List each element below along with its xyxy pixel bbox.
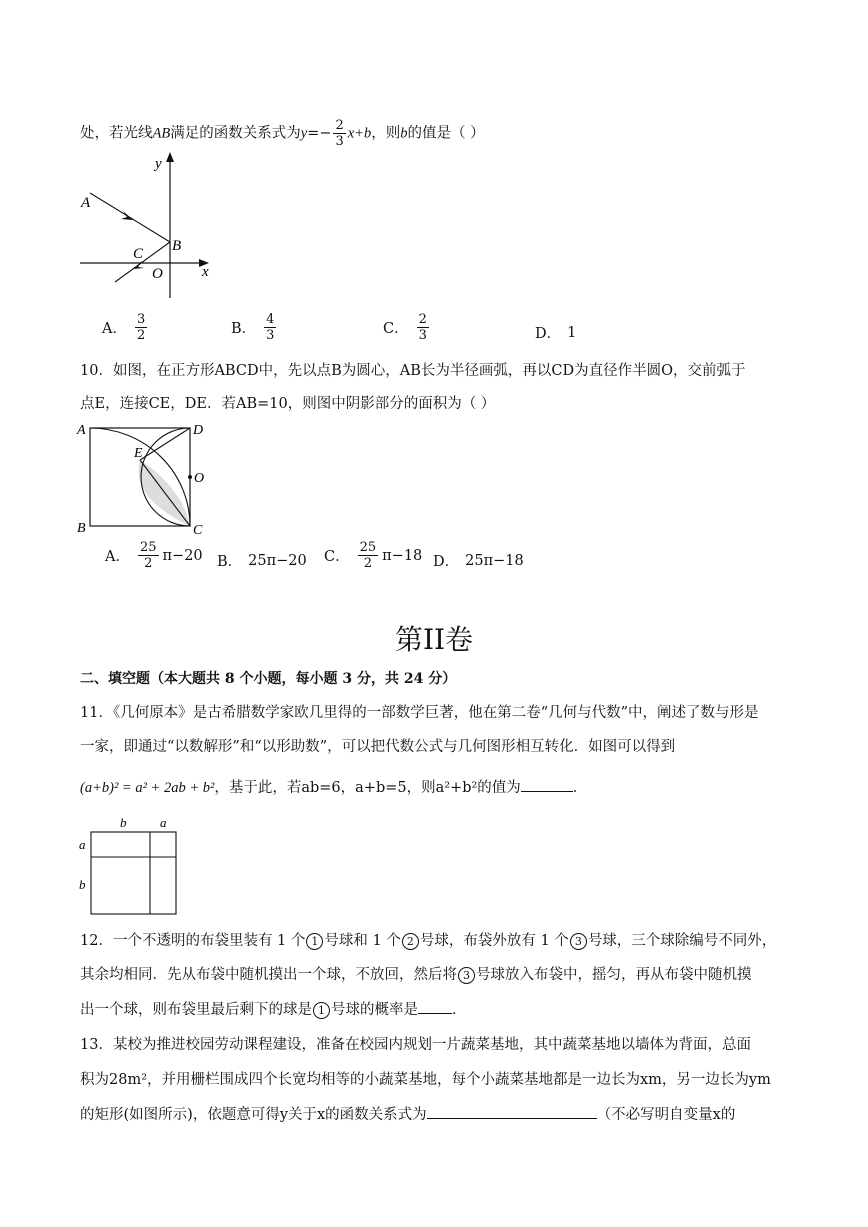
q11-line3 bbox=[80, 777, 587, 798]
q12-line1 bbox=[80, 931, 776, 951]
q12-line1-a: 12．一个不透明的布袋里装有 1 个 bbox=[80, 933, 306, 949]
q13-line3 bbox=[80, 1104, 735, 1125]
option-label: C． bbox=[324, 549, 350, 565]
q13-line1: 13．某校为推进校园劳动课程建设，准备在校园内规划一片蔬菜基地，其中蔬菜基地以墙体为背面，总面 bbox=[80, 1037, 751, 1053]
q9-option-b[interactable] bbox=[231, 312, 278, 343]
frac-den: 2 bbox=[363, 556, 373, 571]
frac-num: 3 bbox=[136, 312, 146, 327]
q9-option-c[interactable] bbox=[383, 312, 431, 343]
q11-answer-blank[interactable] bbox=[521, 777, 573, 792]
q12-line1-c: 号球，布袋外放有 1 个 bbox=[419, 933, 569, 949]
label-o: O bbox=[152, 266, 163, 282]
q13-line3-b: （不必写明自变量x的 bbox=[596, 1107, 736, 1123]
q12-line2-b: 号球放入布袋中，摇匀，再从布袋中随机摸 bbox=[476, 967, 752, 983]
point-o bbox=[188, 475, 192, 479]
circled-number: 3 bbox=[458, 967, 475, 984]
q12-line1-b: 号球和 1 个 bbox=[324, 933, 401, 949]
q12-line2-a: 其余均相同．先从布袋中随机摸出一个球，不放回，然后将 bbox=[80, 967, 457, 983]
frac-den: 3 bbox=[418, 328, 427, 343]
q10-figure bbox=[74, 418, 214, 540]
big-square bbox=[91, 832, 176, 914]
option-label: A． bbox=[102, 321, 127, 337]
option-tail: π−20 bbox=[162, 547, 203, 564]
option-label: D． bbox=[535, 326, 562, 342]
q9-stem-post1: ，则 bbox=[371, 125, 401, 142]
q9-stem bbox=[80, 118, 485, 149]
label-c: C bbox=[193, 523, 203, 538]
q12-line3-a: 出一个球，则布袋里最后剩下的球是 bbox=[80, 1002, 312, 1018]
option-label: D． bbox=[433, 554, 460, 570]
q9-frac-den: 3 bbox=[335, 134, 344, 149]
label-y: y bbox=[155, 156, 162, 172]
q9-stem-mid: 满足的函数关系式为 bbox=[170, 125, 301, 142]
label-top-a: a bbox=[160, 815, 167, 830]
q9-option-a[interactable] bbox=[102, 312, 149, 343]
option-tail: π−18 bbox=[382, 547, 423, 564]
section-title: 二、填空题（本大题共 8 个小题，每小题 3 分，共 24 分） bbox=[80, 671, 457, 687]
option-fraction bbox=[135, 312, 147, 343]
option-text: 25π−20 bbox=[248, 552, 307, 569]
q10-option-b[interactable] bbox=[217, 550, 307, 571]
q11-line2: 一家，即通过“以数解形”和“以形助数”，可以把代数公式与几何图形相互转化．如图可以得到 bbox=[80, 739, 676, 755]
circled-number: 3 bbox=[570, 933, 587, 950]
q12-line1-d: 号球，三个球除编号不同外， bbox=[587, 933, 777, 949]
frac-num: 25 bbox=[139, 540, 157, 555]
label-top-b: b bbox=[120, 815, 127, 830]
option-text: 1 bbox=[567, 324, 577, 341]
frac-num: 2 bbox=[418, 312, 427, 327]
q10-option-a[interactable] bbox=[105, 540, 203, 571]
q10-option-c[interactable] bbox=[324, 540, 422, 571]
q9-fraction bbox=[333, 118, 345, 149]
q11-formula: (a+b)² = a² + 2ab + b² bbox=[80, 780, 215, 796]
label-x: x bbox=[202, 264, 209, 280]
q9-stem-pre: 处，若光线 bbox=[80, 125, 153, 142]
q10-line1: 10．如图，在正方形ABCD中，先以点B为圆心，AB长为半径画弧，再以CD为直径作半圆O，交前弧于 bbox=[80, 363, 746, 379]
frac-den: 3 bbox=[266, 328, 275, 343]
q9-eq: = bbox=[307, 125, 320, 142]
frac-den: 2 bbox=[144, 556, 153, 571]
q9-minus: − bbox=[319, 125, 332, 142]
q11-line3-end: ． bbox=[572, 780, 588, 796]
q12-line3-end: ． bbox=[452, 1002, 467, 1018]
q9-y: y bbox=[300, 125, 308, 142]
q13-line2: 积为28m²，并用栅栏围成四个长宽均相等的小蔬菜基地，每个小蔬菜基地都是一边长为xm，另一边长为ym bbox=[80, 1072, 771, 1088]
option-text: 25π−18 bbox=[465, 552, 524, 569]
label-b: B bbox=[172, 238, 182, 254]
q12-line3-b: 号球的概率是 bbox=[331, 1002, 418, 1018]
frac-num: 4 bbox=[266, 312, 275, 327]
q12-line2 bbox=[80, 965, 752, 985]
segment-de bbox=[140, 428, 190, 460]
q13-line3-a: 的矩形(如图所示)，依题意可得y关于x的函数关系式为 bbox=[80, 1107, 427, 1123]
label-d: D bbox=[193, 423, 204, 438]
option-fraction bbox=[358, 540, 379, 571]
frac-den: 2 bbox=[136, 328, 146, 343]
q9-ab: AB bbox=[152, 125, 171, 142]
ray-ab-arrow bbox=[121, 211, 133, 220]
part2-title: 第II卷 bbox=[394, 623, 474, 656]
frac-num: 25 bbox=[359, 540, 377, 555]
q9-stem-post2: 的值是（ ） bbox=[407, 125, 485, 142]
option-label: C． bbox=[383, 321, 409, 337]
q11-line1: 11．《几何原本》是古希腊数学家欧几里得的一部数学巨著，他在第二卷“几何与代数”中，阐述了数与形是 bbox=[80, 705, 759, 721]
q11-line3-text: ，基于此，若ab=6，a+b=5，则a²+b²的值为 bbox=[214, 780, 521, 796]
label-e: E bbox=[134, 446, 143, 461]
label-b: B bbox=[77, 521, 86, 536]
q9-figure bbox=[75, 150, 225, 300]
q9-b: b bbox=[400, 125, 408, 142]
option-label: A． bbox=[105, 549, 130, 565]
option-fraction bbox=[138, 540, 159, 571]
label-c: C bbox=[133, 246, 144, 262]
label-a: A bbox=[77, 423, 86, 438]
option-fraction bbox=[264, 312, 276, 343]
q9-option-d[interactable] bbox=[535, 322, 576, 343]
label-o: O bbox=[194, 471, 205, 486]
option-label: B． bbox=[231, 321, 257, 337]
circled-number: 1 bbox=[313, 1002, 330, 1019]
option-fraction bbox=[417, 312, 429, 343]
q12-line3 bbox=[80, 999, 467, 1020]
label-left-b: b bbox=[79, 877, 86, 892]
q9-frac-num: 2 bbox=[335, 118, 344, 133]
circled-number: 1 bbox=[306, 933, 323, 950]
y-axis-arrow bbox=[166, 152, 174, 162]
q13-answer-blank[interactable] bbox=[427, 1104, 597, 1119]
q9-x-plus-b: x+b bbox=[347, 125, 372, 142]
label-left-a: a bbox=[79, 837, 86, 852]
label-a: A bbox=[81, 195, 91, 211]
q11-figure bbox=[75, 815, 185, 920]
q12-answer-blank[interactable] bbox=[418, 999, 452, 1014]
circled-number: 2 bbox=[402, 933, 419, 950]
q10-option-d[interactable] bbox=[433, 550, 524, 571]
q10-line2: 点E，连接CE，DE．若AB=10，则图中阴影部分的面积为（ ） bbox=[80, 396, 496, 412]
option-label: B． bbox=[217, 554, 243, 570]
